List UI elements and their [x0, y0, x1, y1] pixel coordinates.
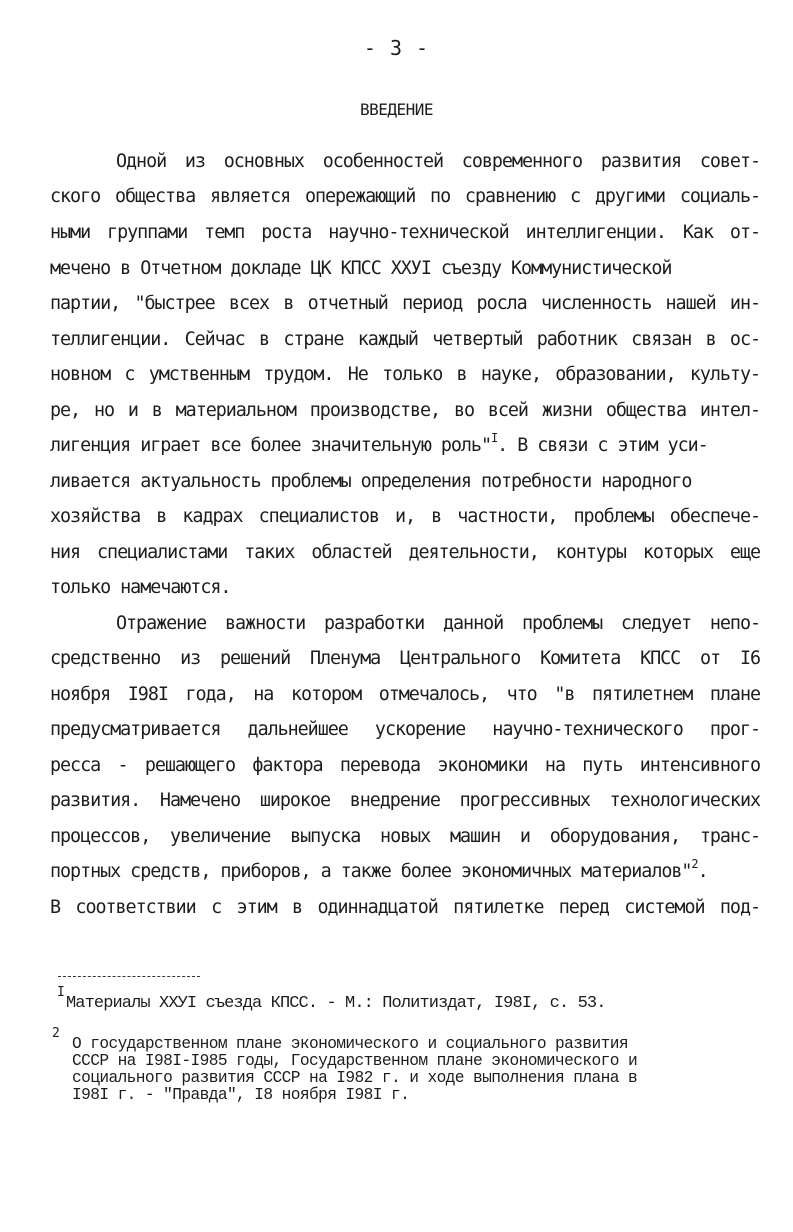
body-line: В соответствии с этим в одиннадцатой пятилетке перед системой под- — [50, 897, 760, 918]
footnote-separator — [58, 976, 200, 977]
body-line — [50, 856, 760, 885]
body-line: предусматривается дальнейшее ускорение научно-технического прог- — [50, 719, 760, 740]
section-title: ВВЕДЕНИЕ — [359, 100, 434, 119]
page-number: - 3 - — [363, 36, 430, 60]
body-line-text: . В связи с этим уси- — [497, 435, 708, 456]
body-line: новном с умственным трудом. Не только в науке, образовании, культу- — [50, 364, 760, 385]
footnote-1-line: Материалы XXУI съезда КПСС. - М.: Политиздат, I98I, с. 53. — [66, 994, 606, 1013]
body-line: ресса - решающего фактора перевода экономики на путь интенсивного — [50, 755, 760, 776]
footnote-2-line: СССР на I98I-I985 годы, Государственном плане экономического и — [72, 1052, 638, 1070]
footnote-mark-1: I — [57, 985, 65, 1000]
body-line: теллигенции. Сейчас в стране каждый четвертый работник связан в ос- — [50, 329, 760, 350]
body-line: ре, но и в материальном производстве, во всей жизни общества интел- — [50, 400, 760, 421]
body-line: партии, "быстрее всех в отчетный период росла численность нашей ин- — [50, 293, 760, 314]
body-line: ноября I98I года, на котором отмечалось, что "в пятилетнем плане — [50, 684, 760, 705]
footnote-ref-1: I — [490, 430, 498, 445]
body-line: процессов, увеличение выпуска новых машин и оборудования, транс- — [50, 826, 760, 847]
body-line-text: лигенция играет все более значительную роль" — [50, 435, 491, 456]
footnote-ref-2: 2 — [691, 856, 698, 871]
footnote-2-line: I98I г. - "Правда", I8 ноября I98I г. — [72, 1086, 410, 1104]
body-line — [50, 430, 760, 459]
body-line: Отражение важности разработки данной проблемы следует непо- — [116, 613, 760, 634]
body-line: средственно из решений Пленума Центрального Комитета КПСС от I6 — [50, 648, 760, 669]
body-line: ливается актуальность проблемы определения потребности народного — [50, 471, 692, 492]
body-line: развития. Намечено широкое внедрение прогрессивных технологических — [50, 790, 760, 811]
body-line-text: портных средств, приборов, а также более экономичных материалов" — [50, 861, 692, 882]
body-line-text: . — [697, 861, 708, 882]
footnote-mark-2: 2 — [52, 1026, 60, 1041]
body-line: ния специалистами таких областей деятельности, контуры которых еще — [50, 542, 760, 563]
body-line: только намечаются. — [50, 577, 231, 598]
body-line: Одной из основных особенностей современного развития совет- — [116, 151, 760, 172]
footnote-2-line: О государственном плане экономического и социального развития — [72, 1035, 628, 1053]
body-line: ского общества является опережающий по сравнению с другими социаль- — [50, 186, 760, 207]
body-line: хозяйства в кадрах специалистов и, в частности, проблемы обеспече- — [50, 506, 760, 527]
footnote-2-line: социального развития СССР на I982 г. и ходе выполнения плана в — [72, 1069, 638, 1087]
body-line: мечено в Отчетном докладе ЦК КПСС XXУI съезду Коммунистической — [50, 258, 672, 279]
body-line: ными группами темп роста научно-технической интеллигенции. Как от- — [50, 222, 760, 243]
